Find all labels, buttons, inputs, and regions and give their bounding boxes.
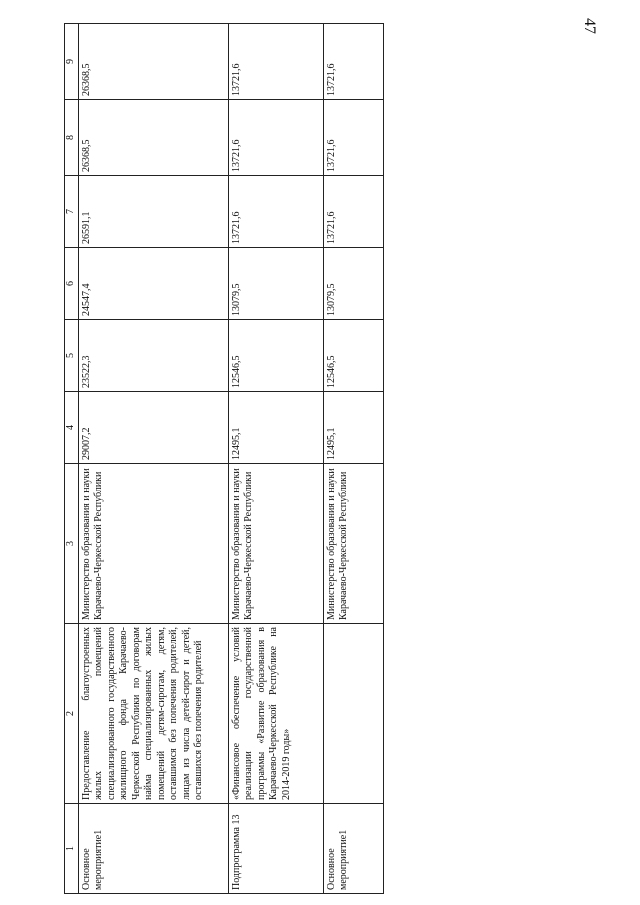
column-header: 7 <box>65 176 79 248</box>
column-header: 6 <box>65 248 79 320</box>
row-description-cell: «Финансовое обеспечение условий реализации государственной программы «Развитие образования в Карачаево-Черкесской Республике на 2014-2019 годы» <box>228 624 323 804</box>
row-type-cell: Основное мероприятие1 <box>323 804 384 894</box>
program-table <box>64 24 384 894</box>
row-type-cell: Подпрограмма 13 <box>228 804 323 894</box>
value-cell: 12495,1 <box>323 392 384 464</box>
header-row <box>65 24 79 894</box>
budget-table <box>64 23 384 894</box>
row-type-cell: Основное мероприятие1 <box>78 804 228 894</box>
column-header: 4 <box>65 392 79 464</box>
row-executor-cell: Министерство образования и науки Карачаево-Черкесской Республики <box>323 464 384 624</box>
table-row <box>323 24 384 894</box>
table-row <box>78 24 228 894</box>
value-cell: 24547,4 <box>78 248 228 320</box>
value-cell: 12495,1 <box>228 392 323 464</box>
value-cell: 13721,6 <box>323 176 384 248</box>
value-cell: 13079,5 <box>228 248 323 320</box>
column-header: 9 <box>65 24 79 100</box>
value-cell: 13721,6 <box>228 100 323 176</box>
value-cell: 26368,5 <box>78 100 228 176</box>
value-cell: 13721,6 <box>228 176 323 248</box>
value-cell: 26591,1 <box>78 176 228 248</box>
page-number: 47 <box>581 18 598 34</box>
value-cell: 23522,3 <box>78 320 228 392</box>
column-header: 2 <box>65 624 79 804</box>
value-cell: 13079,5 <box>323 248 384 320</box>
value-cell: 13721,6 <box>228 24 323 100</box>
row-executor-cell: Министерство образования и науки Карачаево-Черкесской Республики <box>78 464 228 624</box>
row-executor-cell: Министерство образования и науки Карачаево-Черкесской Республики <box>228 464 323 624</box>
value-cell: 13721,6 <box>323 24 384 100</box>
column-header: 8 <box>65 100 79 176</box>
table-row <box>228 24 323 894</box>
column-header: 1 <box>65 804 79 894</box>
row-description-cell: Предоставление благоустроенных жилых помещений специализированного государственного жилищного фонда Карачаево-Черкесской Республики по договорам найма специализированных жилых помещений детям-сиротам, детям, оставшимся без попечения родителей, лицам из числа детей-сирот и детей, оставшихся без попечения родителей <box>78 624 228 804</box>
value-cell: 12546,5 <box>228 320 323 392</box>
value-cell: 13721,6 <box>323 100 384 176</box>
value-cell: 26368,5 <box>78 24 228 100</box>
value-cell: 29007,2 <box>78 392 228 464</box>
value-cell: 12546,5 <box>323 320 384 392</box>
column-header: 3 <box>65 464 79 624</box>
column-header: 5 <box>65 320 79 392</box>
row-description-cell <box>323 624 384 804</box>
